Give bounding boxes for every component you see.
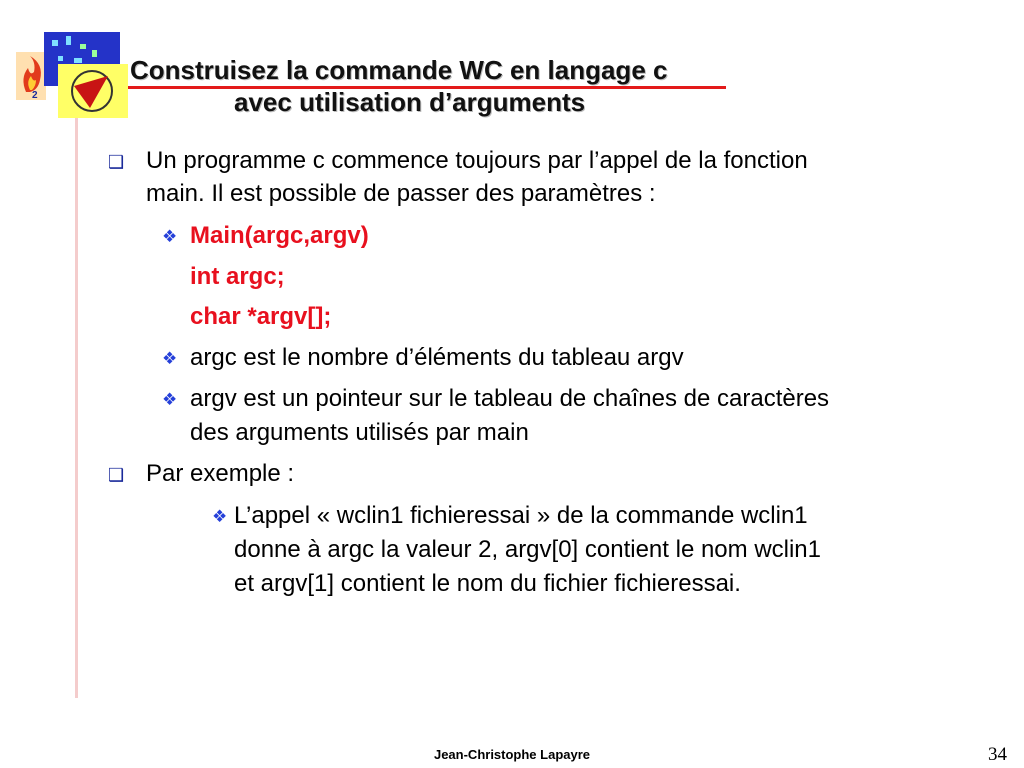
example-line-2: donne à argc la valeur 2, argv[0] contient le nom wclin1 <box>234 536 822 563</box>
diamond-bullet-icon: ❖ <box>162 227 178 246</box>
hollow-square-bullet-icon: ❑ <box>108 152 125 172</box>
code-line-1: Main(argc,argv) <box>190 222 369 249</box>
footer-author: Jean-Christophe Lapayre <box>433 747 591 762</box>
bullet-1-line-1: Un programme c commence toujours par l’appel de la fonction <box>146 147 808 174</box>
code-line-2: int argc; <box>190 263 285 290</box>
red-triangle-emblem-icon <box>58 64 128 118</box>
svg-text:2: 2 <box>32 90 38 100</box>
diamond-bullet-icon: ❖ <box>162 349 178 368</box>
page-number: 34 <box>988 744 1007 765</box>
slide-title <box>130 54 730 118</box>
logo-small-tile <box>16 52 46 100</box>
example-line-1: L’appel « wclin1 fichieressai » de la commande wclin1 <box>234 502 808 529</box>
example-line-3: et argv[1] contient le nom du fichier fichieressai. <box>234 570 741 597</box>
hollow-square-bullet-icon: ❑ <box>108 465 125 485</box>
title-line-1: Construisez la commande WC en langage c <box>130 55 668 85</box>
diamond-bullet-icon: ❖ <box>212 507 228 526</box>
sub-bullet-argv-line-2: des arguments utilisés par main <box>190 419 529 446</box>
title-line-2: avec utilisation d’arguments <box>234 87 586 117</box>
sub-bullet-argv-line-1: argv est un pointeur sur le tableau de chaînes de caractères <box>190 385 830 412</box>
bullet-2-label: Par exemple : <box>146 460 295 487</box>
flame-icon <box>16 52 46 100</box>
code-line-3: char *argv[]; <box>190 303 332 330</box>
left-rule <box>75 118 78 698</box>
bullet-1-line-2: main. Il est possible de passer des paramètres : <box>146 180 656 207</box>
logo-yellow-tile <box>58 64 128 118</box>
sub-bullet-argc: argc est le nombre d’éléments du tableau argv <box>190 344 684 371</box>
diamond-bullet-icon: ❖ <box>162 390 178 409</box>
